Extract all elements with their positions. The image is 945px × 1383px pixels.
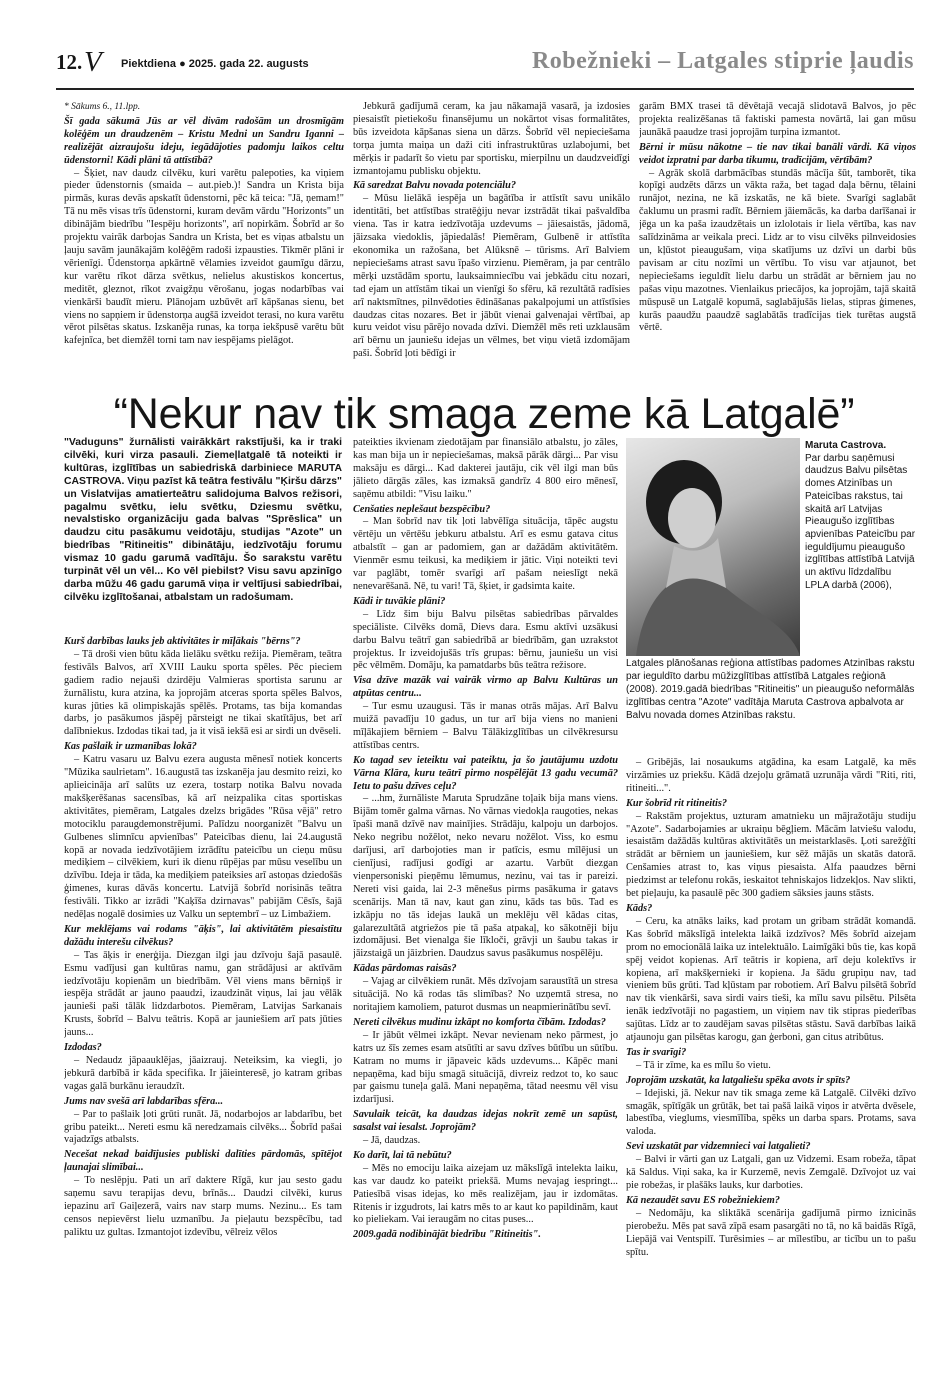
article-paragraph: – Līdz šim biju Balvu pilsētas sabiedrības pārvaldes speciāliste. Cilvēks domā, Dievs dara. Esmu aktīvi uzsākusi darbu Balvu teātrī gan sabiedrībā ar biedrībām, gan uzrakstot projektus. Ir izveidojušās trīs grupas: bērnu, jauniešu un visi pēc vēlmēm. Domāju, ka pamatdarbs būs teātra režisore. xyxy=(353,608,618,672)
article-paragraph: – Ir jābūt vēlmei izkāpt. Nevar nevienam neko pārmest, jo katrs uz šīs zemes esam atsūtīti ar savu dzīves būtību un sūtību. Katram no mums ir jāpaveic kāds uzdevums... Kāpēc mani nepaņēma, kad biju smagā situācijā, divreiz redzot to, ko sauc par gaismu tuneļa galā. Mani nepaņēma, tātad neesmu vēl visu izdarījusi. xyxy=(353,1029,618,1106)
article-paragraph: – ...hm, žurnāliste Maruta Sprudzāne toļaik bija mans viens. Bijām tomēr galma vārnas. No vārnas viedokļa raugoties, nekas īpaši manā dzīvē nav mainījies. Strādāju, kalpoju un darbojos. Neko negribu nožēlot, neko nevaru nožēlot. Viss, ko esmu darījusi, arī darbojoties man ir patīcis, esmu mīlējusi un cienījusi, radījusi godīgi ar azartu. Varbūt diezgan vienpersoniski pieņēmu lēmumus, nezinu, vai tas ir pareizi. Nereti visi gaida, lai 2-3 mēnešus pirms pasākuma ir gatavs scenārijs. Man tā nav, kaut gan zinu, kāds tas būs. Tad es izkāpju no tās idejas laukā un meklēju vēl kādas citas, galarezultātā atgriežos pie tā paša atpakaļ, ko sākotnēji biju izdomājusi. Bet vienalga šie līkloči, grāvji un šaubu takas ir jāizstaigā un jāizbrien. Daudzus savus pasākumus nospēlēju. xyxy=(353,793,618,960)
section-title: Robežnieki – Latgales stiprie ļaudis xyxy=(531,48,914,74)
interview-question: Visa dzīve mazāk vai vairāk virmo ap Balvu Kultūras un atpūtas centru... xyxy=(353,675,618,700)
interview-question: Necešat nekad baidījusies publiski dalīties pārdomās, spītējot ļaunajai slimībai... xyxy=(64,1149,342,1174)
article-paragraph: – To neslēpju. Pati un arī daktere Rīgā, kur jau sesto gadu saņemu savu terapijas devu, brīnās... Daudzi cilvēki, kurus iepazinu arī Gaiļezerā, vairs nav starp mums. Nezinu... Es tam censos nepievērst lielu uzmanību. Ja pieļautu bezspēcību, tad paliktu uz gultas. Izmantojot izdevību, vēlreiz vēlos xyxy=(64,1175,342,1238)
article-paragraph: garām BMX trasei tā dēvētajā vecajā slidotavā Balvos, jo pēc projekta realizēšanas tā faktiski pamesta novārtā, lai gan mūsu jaunākā paaudze trasi joprojām turpina izmantot. xyxy=(639,101,916,138)
portrait-illustration xyxy=(626,438,800,656)
column-5 xyxy=(353,437,618,1295)
article-paragraph: – Ceru, ka atnāks laiks, kad protam un gribam strādāt komandā. Kas šobrīd mākslīgā intelekta laikā izdzīvos? Mēs šobrīd aizejam prom no emocionālā laika uz intelektuālo. Laimīgāki būs tie, kas kopā spēj veidot kopienas. Arī teātris ir kopiena, arī deju kolektīvs ir kopiena, arī makšķernieki ir kopiena. Ja šādu grupiņu nav, tad vieniem būs grūti. Tad kļūstam par robotiem. Arī Balvu pilsētā šobrīd nav tik vienkārši, sava sirdi vairs tieši, ka mīlu savu pilsētu. Pilsēta ienāk iedzīvotāji no pagastiem, un viņiem nav tik stipras piederības sajūtas. Līdz ar to zaudējam savas pilsētas stāstu. Savā darbības laikā atjaunoju gan pilsētas karogu, gan ģerboni, gan citus atribūtus. xyxy=(626,915,916,1044)
article-paragraph: – Mēs no emociju laika aizejam uz mākslīgā intelekta laiku, kas var daudz ko pateikt priekšā. Mums nevajag iespringt... Patiesībā visas idejas, ko mēs realizējam, jau ir izdomātas. Ritenis ir izgudrots, lai katrs mēs to ar kaut ko papildinām, kaut ko pieliekam. Vai ieraugām no citas puses... xyxy=(353,1162,618,1226)
article-paragraph: Jebkurā gadījumā ceram, ka jau nākamajā vasarā, ja izdosies piesaistīt pietiekošu finansējumu un nokārtot visas formalitātes, būs izveidota kāpšanas siena un dārzs. Šobrīd vēl nepieciešama torņa jumta maiņa un daži citi infrastruktūras uzlabojumi, bet mērķis ir padarīt šo vietu par sportisku, mierpilnu un daudzveidīgi izmantojamu publisku objektu. xyxy=(353,101,630,177)
header-rule xyxy=(56,88,914,90)
article-paragraph: – Man šobrīd nav tik ļoti labvēlīga situācija, tāpēc augstu vērtēju un vērtēšu jebkuru atbalstu. Arī es esmu gatava citus atbalstīt – gan ar padomiem, gan ar dažādām aktivitātēm. Vienmēr esmu teikusi, ka mediķiem ir jātic. Viņi noteikti tevi var paglābt, tomēr svarīgi arī pašam neieslīgt nekā nenevarēšanā. Nē, tu vari! Tā, šķiet, ir gadsimta kaite. xyxy=(353,516,618,592)
column-4 xyxy=(64,634,342,1289)
caption-name: Maruta Castrova. xyxy=(805,440,887,451)
interview-question: Ko tagad sev ieteiktu vai pateiktu, ja šo jautājumu uzdotu Vārna Klāra, kuru teātrī pirmo nospēlējāt 13 gadu vecumā? Ietu to pašu dzīves ceļu? xyxy=(353,754,618,792)
article-paragraph: – Par to pašlaik ļoti grūti runāt. Jā, nodarbojos ar labdarību, bet gribu pateikt... Nereti esmu kā neredzamais cilvēks... Šobrīd pašai vajadzīgs atbalsts. xyxy=(64,1108,342,1146)
caption-text: Par darbu saņēmusi daudzus Balvu pilsētas domes Atzinības un Pateicības rakstus, tai skaitā arī Latvijas Pieaugušo izglītības apvienības Pateicību par ieguldījumu pieaugušo izglītības attīstībā Latvijā un aktīvu līdzdalību LPLA darbā (2006), xyxy=(805,452,916,591)
article-headline: “Nekur nav tik smaga zeme kā Latgalē” xyxy=(113,390,855,438)
interview-question: Kā saredzat Balvu novada potenciālu? xyxy=(353,180,517,192)
interview-question: Jums nav svešā arī labdarības sfēra... xyxy=(64,1095,224,1107)
article-paragraph: – Vajag ar cilvēkiem runāt. Mēs dzīvojam saraustītā un stresa situācijā. No kā rodas tās slimības? No uzņemtā stresa, no noritajiem kamoliem, paturot dusmas un neapmierinātību sevī. xyxy=(353,976,618,1013)
article-paragraph: – Mūsu lielākā iespēja un bagātība ir attīstīt savu unikālo identitāti, bet attīstības stratēģiju nevar izstrādāt tikai pašvaldība viena. Tas ir katra iedzīvotāja uzdevums – jāiesaistās, jādomā, jāizsaka viedoklis, jāpiedalās! Piemēram, Gulbenē ir attīstīta ekonomika un ražošana, bet Alūksnē – tūrisms. Arī Balviem nepieciešams atrast savu īpašo virzienu. Piemēram, ja par centrālo mērķi uzstādām sportu, lauksaimniecību vai jebkādu citu nozari, tad ejam un attīstām tikai un vienīgi šo sfēru, kā rezultātā radīsies arī naktsmītnes, pilnvēdoties ēdināšanas pakalpojumi un attīstīsies daudzas citas nozares. Bet ir jābūt vienai galvenajai vērtībai, ap kuru veidot visu pārējo novada dzīvi. Diemžēl mēs reti uzklausām arī bērnu un jauniešu idejas un vēlmes, bet viņu vietā izdomājam paši. Šobrīd ļoti bēdīgi ir xyxy=(353,193,630,360)
article-paragraph: – Agrāk skolā darbmācības stundās mācīja šūt, tamborēt, tika kopīgi audzēts dārzs un vākta raža, bet tagad daļa bērnu, tēlaini runājot, nezina, ne kā izskatās, ne kā biete. Svarīgi saglabāt čaklumu un prasmi radīt. Bērniem jāiemācās, ka darba darīšanai ir jēga un ka paša izaudzētais un izlolotais ir liela vērtība, kas nav salīdzināma ar veikala preci. Lidz ar to visu cilvēks pilnveidosies un, kļūstot pieaugušam, viņa skatījums uz dzīvi un darbi būs pavisam ar citu nozīmi un vērtību. To visu var atjaunot, bet nepieciešams ieguldīt lielu darbu un strādāt ar bērniem jau no pašas viņu mazotnes. Vienlaikus priecājos, ka joprojām, tajā skaitā mūspusē un Latgalē kopumā, saglabājušās lielas, stipras ģimenes, kurās paaudžu paaudzē saglabātās tradīcijas tiek turētas augstā vērtē. xyxy=(639,167,916,334)
interview-question: Izdodas? xyxy=(64,1042,102,1054)
interview-question: Kur šobrīd rit ritineitis? xyxy=(626,797,727,809)
issue-date: Piektdiena ● 2025. gada 22. augusts xyxy=(121,58,309,70)
article-lead: "Vaduguns" žurnālisti vairākkārt rakstījuši, ka ir traki cilvēki, kuri virza pasauli. Ziemeļlatgalē tā noteikti ir kultūras, izglītības un sabiedriskā darbiniece MARUTA CASTROVA. Viņu pazīst kā teātra festivālu "Ķiršu dārzs" un Vislatvijas amatierteātru salidojuma Balvos režisori, pagalmu svētku, ielu svētku, Dziesmu svētku, nevalstisko organizāciju gada balvas "Sprēslica" un daudzu citu pasākumu veidotāju, studijas "Azote" un biedrības "Ritineitis" dibinātāju, iedzīvotāju forumu vismaz 10 gadu garumā vadītāju. Šo sarakstu varētu turpināt vēl un vēl... Ko vēl piebilst? Visu savu apzinīgo darba mūžu 46 gadu garumā viņa ir veltījusi sabiedrībai, cilvēku izglītošanai, atbalstam un radošumam. xyxy=(64,437,342,603)
article-paragraph: – Balvi ir vārti gan uz Latgali, gan uz Vidzemi. Esam robeža, tāpat kā Saldus. Viņi saka, ka ir Kurzemē, nevis Zemgalē. Dzīvojot uz vai pie robežas, ir plašāks lauks, kur darboties. xyxy=(626,1154,916,1191)
article-paragraph: pateikties ikvienam ziedotājam par finansiālo atbalstu, jo zāles, kas man bija un ir nepieciešamas, maksā pārāk dārgi... Par visu maksāju es dārgi... Kad dakterei jautāju, cik vēl ilgi man būs jālieto dārgās zāles, kas izmaksā gandrīz 4 800 eiro mēnesī, saņēmu atbildi: "Visu laiku." xyxy=(353,437,618,500)
article-paragraph: – Tā ir zīme, ka es mīlu šo vietu. xyxy=(636,1059,771,1071)
article-paragraph: – Tas āķis ir enerģija. Diezgan ilgi jau dzīvoju šajā pasaulē. Esmu vadījusi gan kultūras namu, gan strādājusi ar aktīvām iedzīvotāju kopienām un biedrībām. Vēl viens mans bērniņš ir iespēja strādāt ar jauno paaudzi, izaudzināt viņus, lai jau vēlāk jaunieši paši tālāk lidzdarbotos. Piemēram, Latvijas Sarkanais Krusts, šobrīd – Balvu teātris. Kopā ar jauniešiem arī pats jūties jauns... xyxy=(64,949,342,1039)
interview-question: Kā nezaudēt savu ES robežniekiem? xyxy=(626,1194,780,1206)
article-paragraph: – Tā droši vien būtu kāda lielāku svētku režija. Piemēram, teātra festivāls Balvos, arī XVIII Lauku sporta spēles. Pēc pieciem gadiem radio nejauši dzirdēju Valmieras sportista sarunu ar žurnālistu, kura atzina, ka joprojām atceras sporta spēles Balvos, kuras jūties kā olimpiskajās spēlēs. Protams, tas bija komandas darbs, jo pasākumos jāspēj pārsteigt ne tikai skatītājus, bet arī dalībniekus. Izdodas tikai tad, ja it visā iekšā esi ar sirdi un dvēseli. xyxy=(64,648,342,738)
interview-question: Sevi uzskatāt par vidzemnieci vai latgalieti? xyxy=(626,1141,811,1153)
article-paragraph: – Šķiet, nav daudz cilvēku, kuri varētu palepoties, ka viņiem pieder ūdenstornis (smaida – aut.pieb.)! Sandra un Krista bija pirmās, kuras devās apskatīt ūdenstorni, pēc kā teica: "Jā, ņemam!" Tā nu mēs visas trīs ūdenstorni, kuram devām vārdu "Horizonts" un dibinājām biedrību "Iespēju horizonts", arī nopirkām. Šobrīd ar šo projektu vairāk darbojas Sandra un Krista, bet es viņas atbalstu un ļauju savām jaunākajām kolēģēm radoši izpausties. Tikmēr plāni ir vērienīgi. Ūdenstorņa apkārtnē vēlamies izveidot gaumīgu dārzu, kur varētu rīkot dārza svētkus, nelielus akustiskos koncertus, meditēt, gleznot, rīkot zvaigžņu vērošanu, jogas nodarbības vai vienkārši baudīt mieru. Plānojam uzbūvēt arī kāpšanas sienu, bet viens no sapņiem ir ūdenstorņa augšā izveidot terasi, no kura varētu vērot pilsētas skatus. Izskanēja runas, ka torņa iekšpusē varētu būt kafejnīca, bet diemžēl torni tam nav iespējams pielāgot. xyxy=(64,167,344,347)
column-2 xyxy=(353,101,630,379)
interview-question: Savulaik teicāt, ka daudzas idejas nokrīt zemē un sapūst, sasalst vai iesalst. Joprojām? xyxy=(353,1109,618,1134)
interview-question: Nereti cilvēkus mudinu izkāpt no komforta čībām. Izdodas? xyxy=(353,1016,606,1028)
vaduguns-logo: V xyxy=(84,46,102,78)
interview-question: Šī gada sākumā Jūs ar vēl divām radošām un drosmīgām kolēģēm un draudzenēm – Kristu Medni un Sandru Iganni – realizējāt aizraujošu ideju, iegādājoties padomju laikos celtu ūdenstorni! Kādi plāni tā attīstībā? xyxy=(64,115,344,166)
column-3 xyxy=(639,101,916,379)
article-paragraph: – Nedomāju, ka sliktākā scenārija gadījumā pirmo iznicinās pierobežu. Mēs pat savā zīpā esam pasargāti no tā, no kā baidās Rīgā, Liepājā vai Ventspilī. Turēsimies – ar mīlestību, ar ticību un to pašu spītu. xyxy=(626,1207,916,1258)
interview-question: Bērni ir mūsu nākotne – tie nav tikai banāli vārdi. Kā viņos veidot izpratni par darba tikumu, tradīcijām, vērtībām? xyxy=(639,141,916,166)
portrait-photo xyxy=(626,438,800,656)
article-paragraph: – Katru vasaru uz Balvu ezera augusta mēnesī notiek koncerts "Mūzika saulrietam". 16.augustā tas izskanēja jau desmito reizi, ko aplieicināja arī salūts uz ezera, tostarp notika Balvu novada makšķerēšanas sacensības, kā arī neizpalika citas sportiskas aktivitātes, piemēram, Latgales dzelzs brigādes "Rūsa vējā" retro motociklu paraugdemonstrējumi. Palīdzu noorganizēt "Balvu un Gulbenes slimnīcu apvienības" Pateicības dienu, lai 24.augustā kopā ar novada iedzīvotājiem izrādītu pateicību un cieņu mūsu mediķiem – cilvēkiem, kuri ik dienu rūpējas par mūsu veselību un dzīvību. Ideja ir tāda, ka mediķiem pateiksies arī astoņas dziedošās ģimenes, kuras dāvās koncertu. Latvijā šobrīd norisinās teātra festivāli. Tikko ar izrādi "Kaķīša dzirnavas" pabijām Cēsīs, šajā nedēļas nogalē dosimies uz Valku un septembrī – uz Limbažiem. xyxy=(64,754,342,921)
article-paragraph: – Jā, daudzas. xyxy=(363,1135,421,1147)
interview-question: Kādas pārdomas raisās? xyxy=(353,963,457,975)
interview-question: Cenšaties neplešaut bezspēcību? xyxy=(353,503,491,515)
interview-question: Kurš darbības lauks jeb aktivitātes ir mīļākais "bērns"? xyxy=(64,636,301,647)
article-paragraph: – Idejiski, jā. Nekur nav tik smaga zeme kā Latgalē. Cilvēki dzīvo smagāk, spītīgāk un grūtāk, bet tai pašā laikā viņos ir atvērta dvēsele, labestība, vieglums, viesmīlība, spēks un darba spars. Protams, sava valoda. xyxy=(626,1087,916,1138)
page-header xyxy=(56,44,914,88)
interview-question: Kur meklējams vai rodams "āķis", lai aktivitātēm piesaistītu dažādu interešu cilvēkus? xyxy=(64,923,342,948)
article-paragraph: – Tur esmu uzaugusi. Tās ir manas otrās mājas. Arī Balvu muižā pavadīju 10 gadus, un tur arī bija viens no manieni mīļākajiem bērniem – Balvu Tālākizglītības un cilvēkresursu attīstības centrs. xyxy=(353,701,618,751)
article-paragraph: – Rakstām projektus, uzturam amatnieku un mājražotāju studiju "Azote". Sadarbojamies ar ukraiņu bēgļiem. Mācām latviešu valodu, iesaistām dažādās kultūras aktivitātēs un meistarklasēs. Ļoti sarežģīti strādāt ar bērniem un jauniešiem, kur sēž mājās un skatās datorā. Cenšamies atrast to, kas viņus piesaista. Alfa paaudzes bērni piedzimst ar telefonu rokās, ieskaitot tehniskajos lidzekļos. Nav slikti, bet pieļauju, ka pasaulē pēc 300 gadiem sāksies jauns stāsts. xyxy=(626,810,916,900)
interview-question: 2009.gadā nodibinājāt biedrību "Ritineitis". xyxy=(353,1229,541,1241)
column-1 xyxy=(64,101,344,379)
photo-caption xyxy=(805,440,917,592)
interview-question: Kāds? xyxy=(626,902,653,914)
interview-question: Joprojām uzskatāt, ka latgaliešu spēka avots ir spīts? xyxy=(626,1074,851,1086)
article-paragraph: – Nedaudz jāpaauklējas, jāaizrauj. Neteiksim, ka viegli, jo jebkurā darbībā ir kāda specifika. Ir jāieinteresē, jo katram gribas vagas galā burkānu ieraudzīt. xyxy=(64,1055,342,1092)
column-6 xyxy=(626,757,916,1297)
article-paragraph: – Gribējās, lai nosaukums atgādina, ka esam Latgalē, ka mēs virzāmies uz priekšu. Kādā dzejoļu grāmatā uzrunāja vārdi "Riti, riti, ritineiti...". xyxy=(626,757,916,794)
photo-caption-continued: Latgales plānošanas reģiona attīstības padomes Atzinības rakstu par ieguldīto darbu mūžizglītības attīstībā Latgales reģionā (2008). 2019.gadā biedrības "Ritineitis" un pieaugušo neformālās izglītības centra "Azote" vadītāja Maruta Castrova apbalvota ar Balvu novada domes Atzinības rakstu. xyxy=(626,658,915,721)
interview-question: Kādi ir tuvākie plāni? xyxy=(353,595,446,607)
interview-question: Kas pašlaik ir uzmanības lokā? xyxy=(64,741,197,753)
interview-question: Tas ir svarīgi? xyxy=(626,1046,687,1058)
article-paragraph: * Sākums 6., 11.lpp. xyxy=(64,102,141,112)
page-number: 12. xyxy=(56,50,83,74)
interview-question: Ko darīt, lai tā nebūtu? xyxy=(353,1149,452,1161)
